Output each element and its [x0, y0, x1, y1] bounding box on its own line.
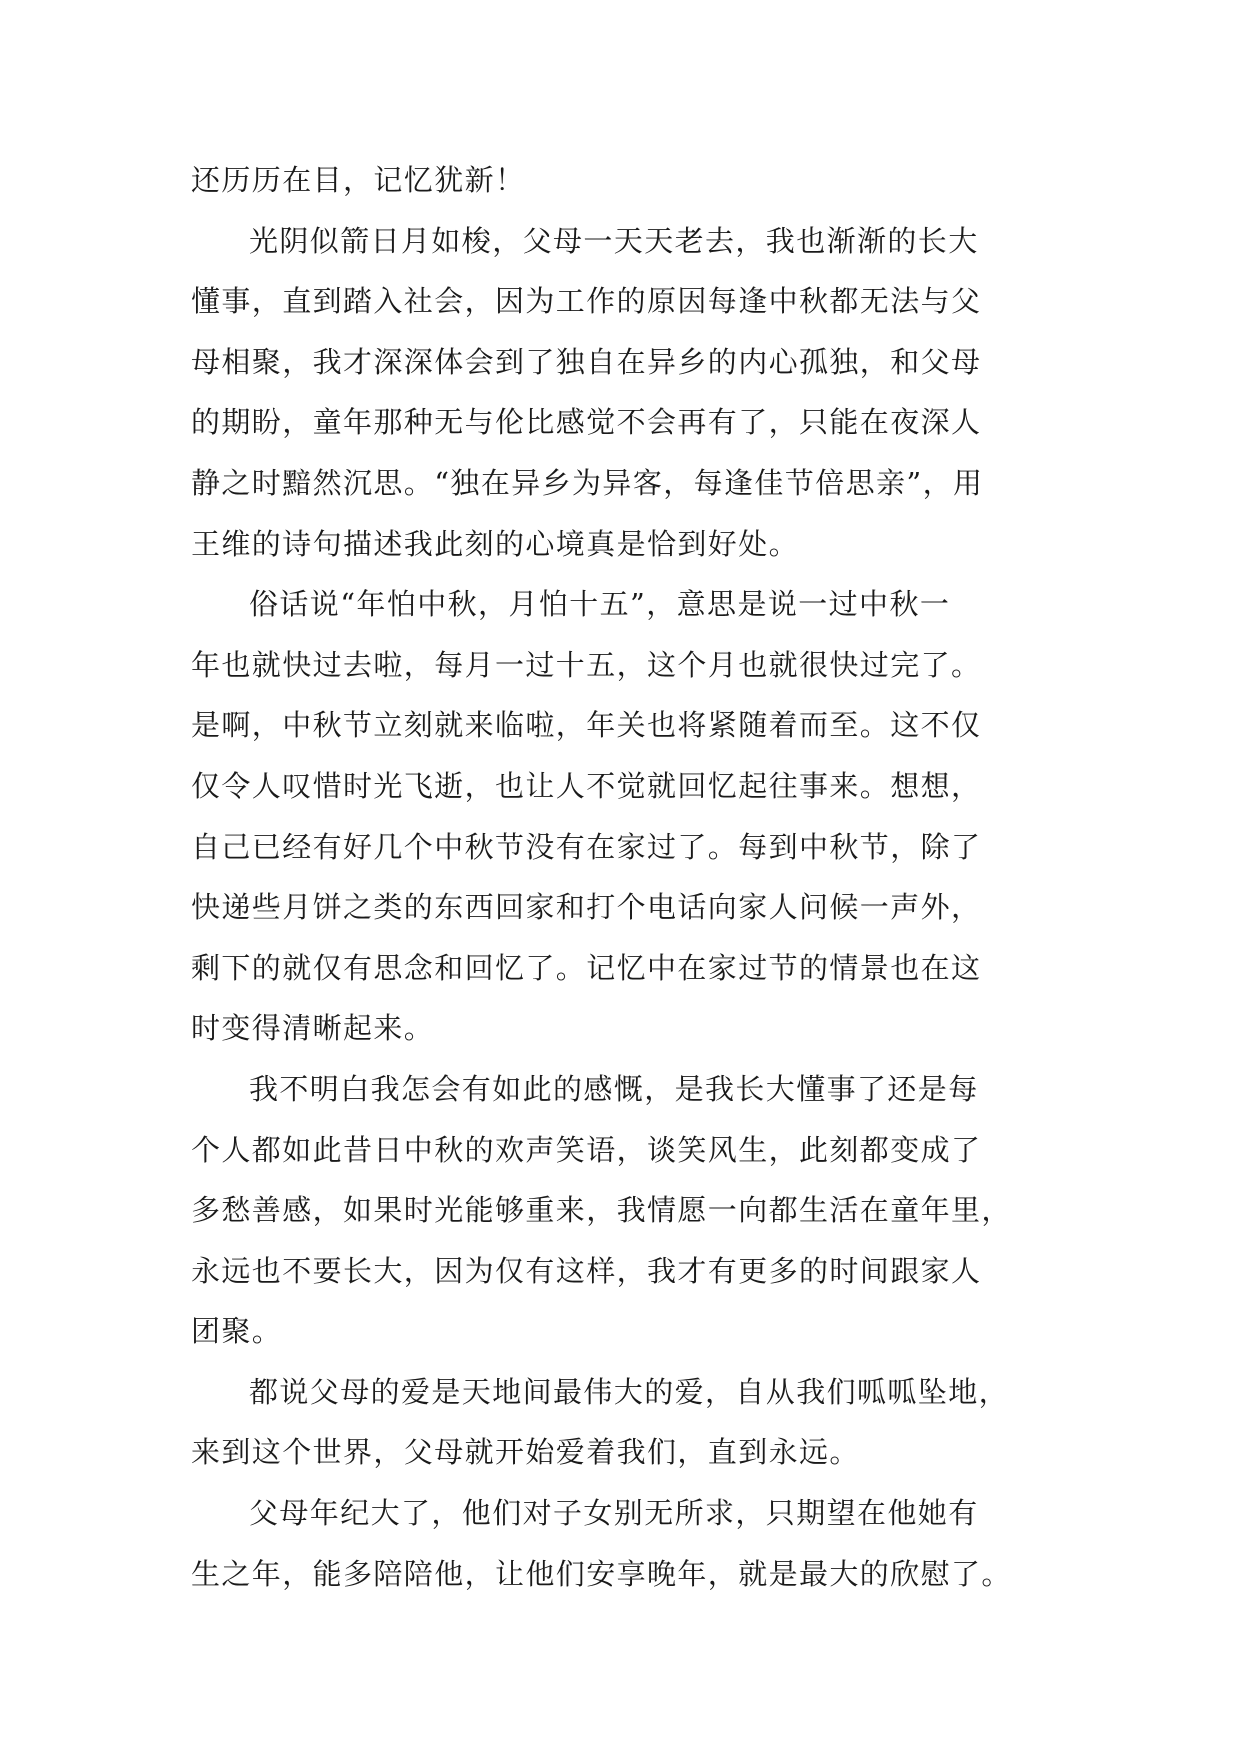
text-line: 时变得清晰起来。	[191, 1011, 435, 1046]
text-line: 个人都如此昔日中秋的欢声笑语，谈笑风生，此刻都变成了	[191, 1132, 982, 1167]
text-line: 的期盼，童年那种无与伦比感觉不会再有了，只能在夜深人	[191, 405, 982, 440]
text-line: 快递些月饼之类的东西回家和打个电话向家人问候一声外，	[191, 890, 982, 925]
text-line: 仅令人叹惜时光飞逝，也让人不觉就回忆起往事来。想想，	[191, 768, 982, 803]
paragraph-4	[191, 1059, 1071, 1362]
text-line: 静之时黯然沉思。“独在异乡为异客，每逢佳节倍思亲”，用	[191, 465, 984, 500]
text-line: 我不明白我怎会有如此的感慨，是我长大懂事了还是每	[249, 1071, 979, 1106]
paragraph-3	[191, 574, 1071, 1059]
text-line: 年也就快过去啦，每月一过十五，这个月也就很快过完了。	[191, 647, 982, 682]
text-line: 是啊，中秋节立刻就来临啦，年关也将紧随着而至。这不仅	[191, 708, 982, 743]
text-line: 生之年，能多陪陪他，让他们安享晚年，就是最大的欣慰了。	[191, 1556, 1012, 1591]
paragraph-5	[191, 1362, 1071, 1483]
text-line: 多愁善感，如果时光能够重来，我情愿一向都生活在童年里，	[191, 1193, 1012, 1228]
text-line: 王维的诗句描述我此刻的心境真是恰到好处。	[191, 526, 800, 561]
document-page	[191, 150, 1071, 1604]
text-line: 懂事，直到踏入社会，因为工作的原因每逢中秋都无法与父	[191, 284, 982, 319]
paragraph-6	[191, 1483, 1071, 1604]
text-line: 来到这个世界，父母就开始爱着我们，直到永远。	[191, 1435, 860, 1470]
text-line: 自己已经有好几个中秋节没有在家过了。每到中秋节，除了	[191, 829, 982, 864]
text-line: 光阴似箭日月如梭，父母一天天老去，我也渐渐的长大	[249, 223, 979, 258]
text-line: 俗话说“年怕中秋，月怕十五”，意思是说一过中秋一	[249, 587, 951, 622]
text-line: 还历历在目，记忆犹新！	[191, 163, 526, 197]
text-line: 母相聚，我才深深体会到了独自在异乡的内心孤独，和父母	[191, 344, 982, 379]
text-line: 父母年纪大了，他们对子女别无所求，只期望在他她有	[249, 1496, 979, 1531]
paragraph-1	[191, 150, 1071, 211]
text-line: 都说父母的爱是天地间最伟大的爱，自从我们呱呱坠地，	[249, 1374, 1010, 1409]
text-line: 团聚。	[191, 1314, 283, 1349]
text-line: 永远也不要长大，因为仅有这样，我才有更多的时间跟家人	[191, 1253, 982, 1288]
paragraph-2	[191, 211, 1071, 575]
text-line: 剩下的就仅有思念和回忆了。记忆中在家过节的情景也在这	[191, 950, 982, 985]
